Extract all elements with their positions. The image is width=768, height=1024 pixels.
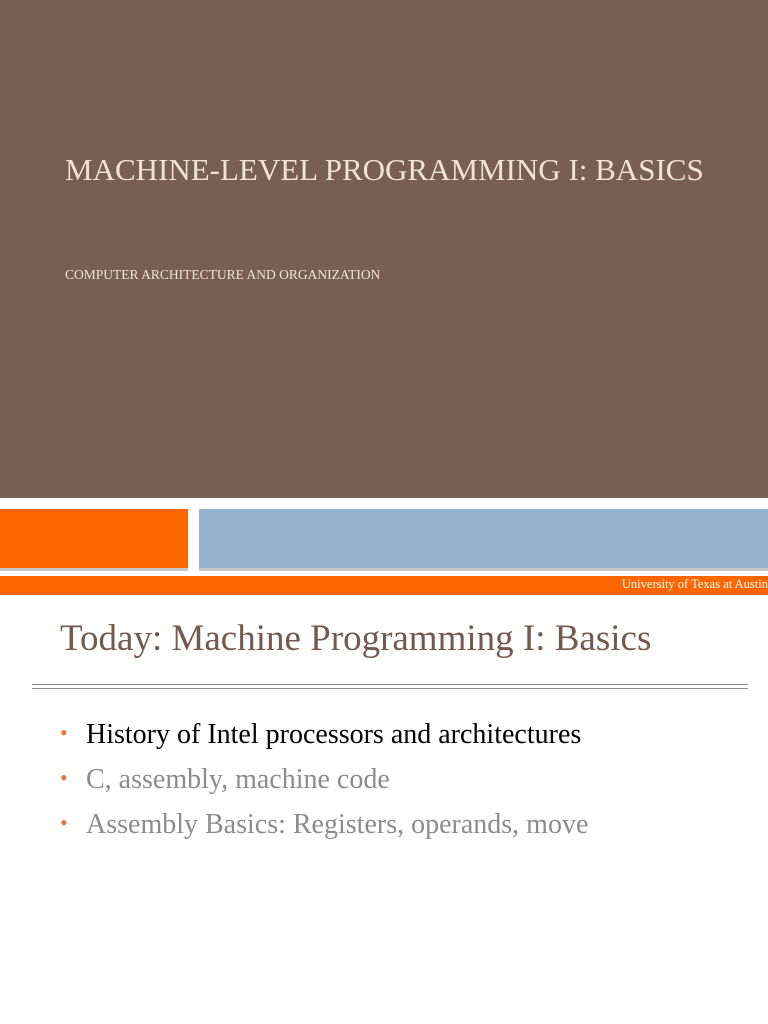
title-slide [0,0,768,498]
bullet-list [60,716,588,851]
footer-university-label: University of Texas at Austin [621,577,768,591]
orange-band-shadow [0,568,188,571]
bullet-text: History of Intel processors and architectures [86,719,582,750]
bullet-dot-icon: • [60,810,68,835]
title-slide-heading: MACHINE-LEVEL PROGRAMMING I: BASICS [65,152,704,187]
content-slide-heading: Today: Machine Programming I: Basics [60,618,652,659]
heading-divider-top [32,684,748,685]
bullet-text: Assembly Basics: Registers, operands, move [86,809,589,840]
list-item [60,806,588,851]
bullet-dot-icon: • [60,765,68,790]
orange-accent-band [0,509,188,568]
list-item [60,716,588,761]
bullet-text: C, assembly, machine code [86,764,390,795]
bullet-dot-icon: • [60,720,68,745]
blue-accent-band [199,509,768,568]
heading-divider-bottom [32,688,748,689]
footer-strip [0,576,768,595]
blue-band-shadow [199,568,768,571]
title-slide-subtitle: COMPUTER ARCHITECTURE AND ORGANIZATION [65,267,381,282]
list-item [60,761,588,806]
